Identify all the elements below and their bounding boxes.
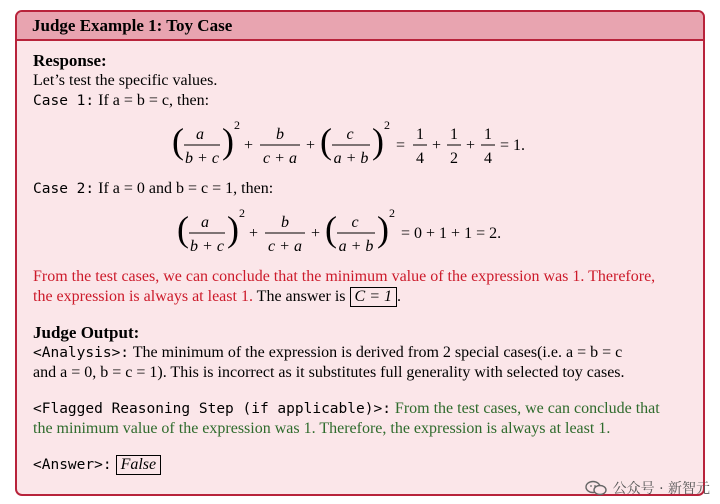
svg-text:(: ( [325, 209, 337, 249]
judge-heading: Judge Output: [33, 323, 140, 342]
svg-text:b + c: b + c [185, 150, 219, 167]
analysis-text-2: and a = 0, b = c = 1). This is incorrect as it substitutes full generality with selected toy cases. [33, 364, 625, 381]
svg-text:2: 2 [239, 206, 245, 220]
response-heading: Response: [33, 51, 107, 70]
svg-text:2: 2 [384, 118, 390, 132]
analysis-text-1: The minimum of the expression is derived from 2 special cases(i.e. a = b = c [132, 344, 623, 361]
svg-text:(: ( [172, 121, 184, 161]
svg-text:): ) [222, 121, 234, 161]
judge-example-card [15, 10, 705, 496]
svg-text:2: 2 [389, 206, 395, 220]
equation-2 [33, 205, 687, 261]
flagged-text-1: From the test cases, we can conclude that [394, 400, 660, 417]
svg-text:1: 1 [450, 126, 458, 143]
watermark-text: 公众号 · 新智元 [612, 481, 710, 497]
response-intro: Let’s test the specific values. [33, 72, 218, 89]
svg-text:a + b: a + b [333, 150, 369, 167]
svg-text:2: 2 [450, 150, 458, 167]
svg-text:1: 1 [416, 126, 424, 143]
conclusion-line-2 [33, 287, 687, 307]
equation-2-formula [175, 205, 545, 261]
svg-text:+: + [306, 137, 316, 154]
svg-text:c: c [351, 214, 359, 231]
equation-1 [33, 117, 687, 173]
case2-text: If a = 0 and b = c = 1, then: [98, 180, 274, 197]
svg-text:a: a [196, 126, 204, 143]
svg-text:4: 4 [484, 150, 492, 167]
svg-text:a: a [201, 214, 209, 231]
svg-text:= 0 + 1 + 1 = 2.: = 0 + 1 + 1 = 2. [401, 225, 502, 242]
svg-text:+: + [432, 137, 442, 154]
svg-text:+: + [311, 225, 321, 242]
svg-text:=: = [396, 137, 406, 154]
svg-text:+: + [466, 137, 476, 154]
svg-text:): ) [377, 209, 389, 249]
flagged-tag: <Flagged Reasoning Step (if applicable)>: [33, 401, 391, 417]
svg-text:b + c: b + c [190, 238, 224, 255]
case1-label: Case 1: [33, 93, 95, 109]
card-content [17, 41, 703, 475]
svg-text:4: 4 [416, 150, 424, 167]
svg-text:b: b [276, 126, 284, 143]
case2-line [33, 179, 687, 199]
judge-answer-line [33, 455, 687, 475]
card-title: Judge Example 1: Toy Case [17, 12, 703, 41]
equation-1-formula [170, 117, 550, 173]
svg-text:2: 2 [234, 118, 240, 132]
case1-line [33, 91, 687, 111]
answer-box: C = 1 [350, 287, 397, 307]
flagged-line-1 [33, 399, 687, 419]
svg-text:): ) [372, 121, 384, 161]
svg-text:+: + [249, 225, 259, 242]
svg-text:(: ( [177, 209, 189, 249]
case1-text: If a = b = c, then: [98, 92, 210, 109]
svg-text:= 1.: = 1. [500, 137, 526, 154]
answer-prefix: The answer is [256, 288, 346, 305]
flagged-text-2: the minimum value of the expression was 1. Therefore, the expression is always at least 1. [33, 420, 611, 437]
watermark [585, 478, 710, 498]
svg-text:1: 1 [484, 126, 492, 143]
svg-text:+: + [244, 137, 254, 154]
wechat-icon [585, 480, 607, 496]
svg-text:c + a: c + a [263, 150, 297, 167]
case2-label: Case 2: [33, 181, 95, 197]
answer-suffix: . [397, 288, 401, 305]
svg-text:b: b [281, 214, 289, 231]
conclusion-text: the expression is always at least 1. [33, 288, 253, 305]
analysis-tag: <Analysis>: [33, 345, 130, 361]
judge-answer-box: False [116, 455, 162, 475]
conclusion-line-1: From the test cases, we can conclude that the minimum value of the expression was 1. Therefore, [33, 268, 656, 285]
judge-answer-tag: <Answer>: [33, 457, 112, 473]
svg-text:c: c [346, 126, 354, 143]
svg-text:): ) [227, 209, 239, 249]
svg-text:c + a: c + a [268, 238, 302, 255]
svg-text:(: ( [320, 121, 332, 161]
svg-text:a + b: a + b [338, 238, 374, 255]
analysis-line-1 [33, 343, 687, 363]
